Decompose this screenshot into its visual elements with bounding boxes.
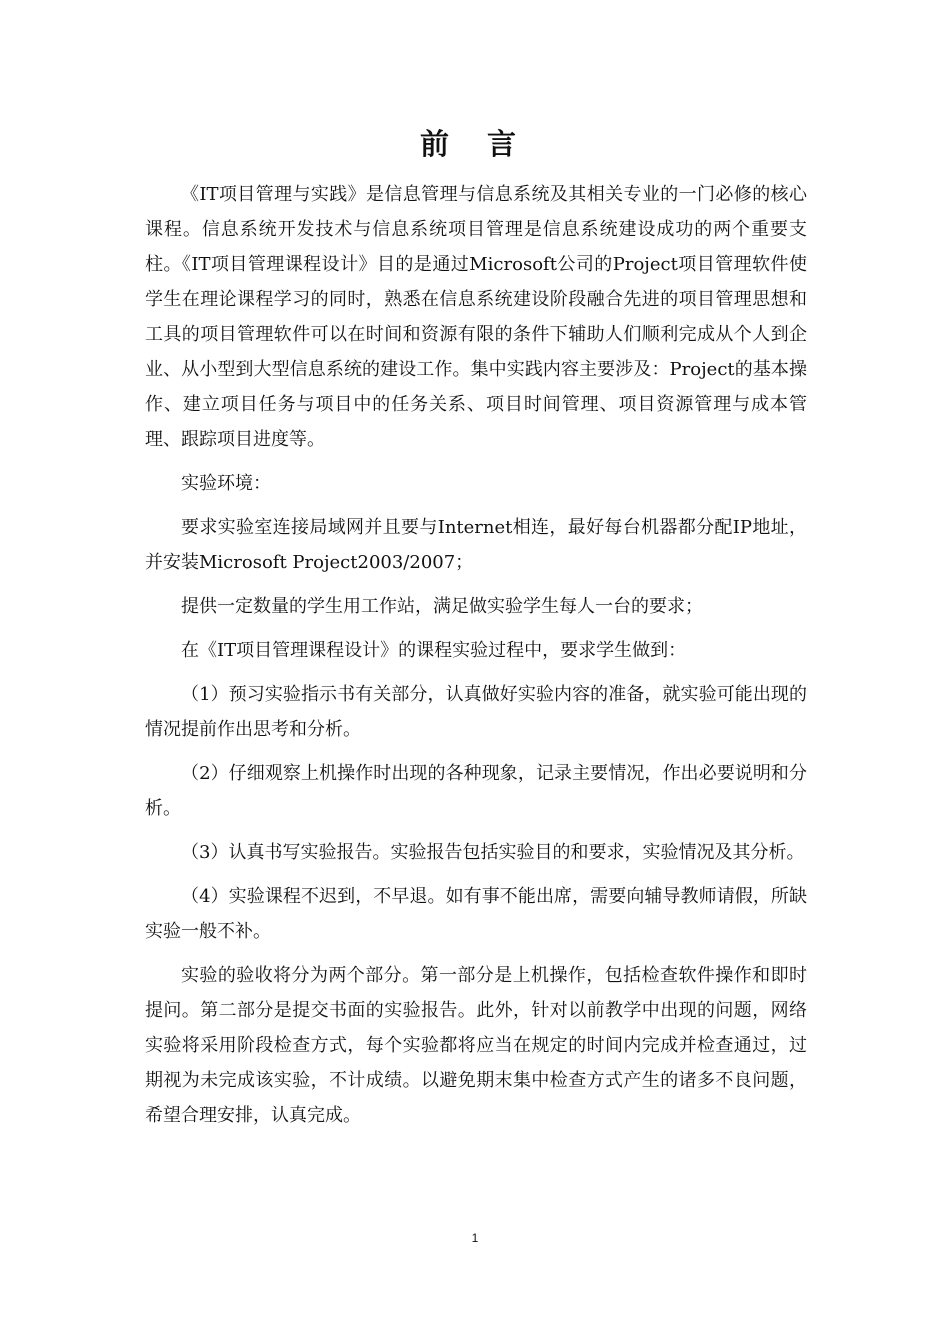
workstation-paragraph: 提供一定数量的学生用工作站，满足做实验学生每人一台的要求；: [181, 596, 703, 617]
requirement-item-2: （2）仔细观察上机操作时出现的各种现象，记录主要情况，作出必要说明和分析。: [145, 763, 807, 819]
requirement-item-3: （3）认真书写实验报告。实验报告包括实验目的和要求，实验情况及其分析。: [181, 842, 805, 863]
page-number: 1: [471, 1231, 479, 1245]
requirement-item-4: （4）实验课程不迟到，不早退。如有事不能出席，需要向辅导教师请假，所缺实验一般不补。: [145, 886, 807, 942]
requirement-item-1: （1）预习实验指示书有关部分，认真做好实验内容的准备，就实验可能出现的情况提前作出思考和分析。: [145, 684, 807, 740]
document-body: [145, 177, 807, 1133]
page-title: 前 言: [419, 127, 531, 161]
acceptance-paragraph: 实验的验收将分为两个部分。第一部分是上机操作，包括检查软件操作和即时提问。第二部分是提交书面的实验报告。此外，针对以前教学中出现的问题，网络实验将采用阶段检查方式，每个实验都将应当在规定的时间内完成并检查通过，过期视为未完成该实验，不计成绩。以避免期末集中检查方式产生的诸多不良问题，希望合理安排，认真完成。: [145, 965, 807, 1126]
environment-requirement-paragraph: 要求实验室连接局域网并且要与Internet相连，最好每台机器都分配IP地址，并安装Microsoft Project2003/2007；: [145, 517, 807, 573]
environment-heading: 实验环境：: [181, 473, 271, 494]
intro-paragraph: 《IT项目管理与实践》是信息管理与信息系统及其相关专业的一门必修的核心课程。信息系统开发技术与信息系统项目管理是信息系统建设成功的两个重要支柱。《IT项目管理课程设计》目的是通过Microsoft公司的Project项目管理软件使学生在理论课程学习的同时，熟悉在信息系统建设阶段融合先进的项目管理思想和工具的项目管理软件可以在时间和资源有限的条件下辅助人们顺利完成从个人到企业、从小型到大型信息系统的建设工作。集中实践内容主要涉及：Project的基本操作、建立项目任务与项目中的任务关系、项目时间管理、项目资源管理与成本管理、跟踪项目进度等。: [145, 184, 807, 450]
student-requirements-heading: 在《IT项目管理课程设计》的课程实验过程中，要求学生做到：: [181, 640, 687, 661]
